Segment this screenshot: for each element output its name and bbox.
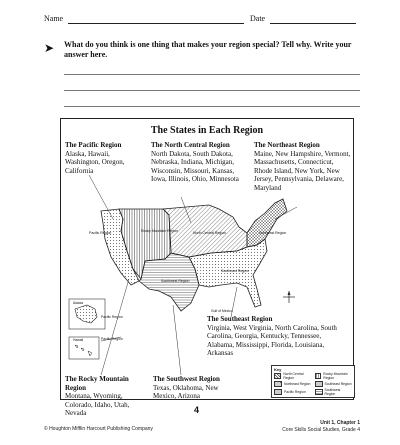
map-northeast-region (247, 199, 287, 247)
map-key-title: Key (274, 367, 282, 372)
answer-line-2[interactable] (64, 90, 360, 91)
map-alaska (75, 305, 97, 323)
date-field[interactable] (270, 23, 356, 24)
region-states: Texas, Oklahoma, New Mexico, Arizona (153, 383, 219, 400)
us-map-svg (61, 119, 353, 399)
map-label-southwest: Southwest Region (161, 279, 190, 283)
map-hawaii (75, 345, 92, 356)
map-label-rocky: Rocky Mountain Region (141, 229, 179, 233)
region-title: The Southwest Region (153, 375, 220, 383)
map-key (271, 365, 355, 398)
answer-line-3[interactable] (64, 106, 360, 107)
region-title: The North Central Region (151, 141, 230, 149)
region-title: The Rocky Mountain Region (65, 375, 129, 392)
page-number: 4 (194, 405, 200, 415)
region-states: Alaska, Hawaii, Washington, Oregon, California (65, 149, 125, 175)
compass-rose-icon (283, 291, 295, 303)
key-item: Northeast Region (274, 381, 312, 387)
key-item: Southeast Region (315, 381, 353, 387)
map-label-north-central: North Central Region (193, 231, 226, 235)
region-title: The Northeast Region (254, 141, 320, 149)
region-states: Maine, New Hampshire, Vermont, Massachusetts, Connecticut, Rhode Island, New York, New Jersey, Pennsylvania, Delaware, Maryland (254, 149, 351, 192)
key-item: North Central Region (274, 372, 312, 380)
map-label-pacific-1: Pacific Region (89, 231, 112, 235)
copyright-text: © Houghton Mifflin Harcourt Publishing Company (44, 426, 153, 432)
map-label-pacific-2: Pacific Region (101, 315, 123, 319)
map-title: The States in Each Region (150, 125, 264, 136)
arrow-icon: ➤ (44, 41, 55, 55)
key-item: Pacific Region (274, 388, 312, 396)
map-label-pacific-3: Pacific Region (101, 337, 123, 341)
region-title: The Pacific Region (65, 141, 122, 149)
map-label-hawaii: Hawaii (73, 338, 84, 342)
map-label-southeast: Southeast Region (221, 269, 249, 273)
series-title: Core Skills Social Studies, Grade 4 (282, 427, 360, 433)
region-states: Virginia, West Virginia, North Carolina, South Carolina, Georgia, Kentucky, Tennessee, Alabama, Mississippi, Florida, Louisiana, Arkansas (207, 323, 337, 357)
map-label-northeast: Northeast Region (259, 231, 287, 235)
name-field[interactable] (68, 23, 244, 24)
unit-chapter: Unit 1, Chapter 1 (320, 420, 360, 426)
regions-map-panel (60, 118, 354, 417)
key-item: Southwest Region (315, 388, 353, 396)
name-date-line (44, 12, 356, 26)
map-label-gulf: Gulf of Mexico (211, 309, 233, 313)
region-states: North Dakota, South Dakota, Nebraska, Indiana, Michigan, Wisconsin, Missouri, Kansas, Iowa, Illinois, Ohio, Minnesota (151, 149, 239, 183)
key-item: Rocky Mountain Region (315, 372, 353, 380)
question-text: What do you think is one thing that makes your region special? Tell why. Write your answer here. (64, 40, 352, 59)
date-label: Date (250, 14, 266, 23)
name-label: Name (44, 14, 64, 23)
map-label-alaska: Alaska (73, 301, 84, 305)
region-title: The Southeast Region (207, 315, 273, 323)
region-states: Montana, Wyoming, Colorado, Idaho, Utah, Nevada (65, 392, 130, 417)
answer-line-1[interactable] (64, 74, 360, 75)
